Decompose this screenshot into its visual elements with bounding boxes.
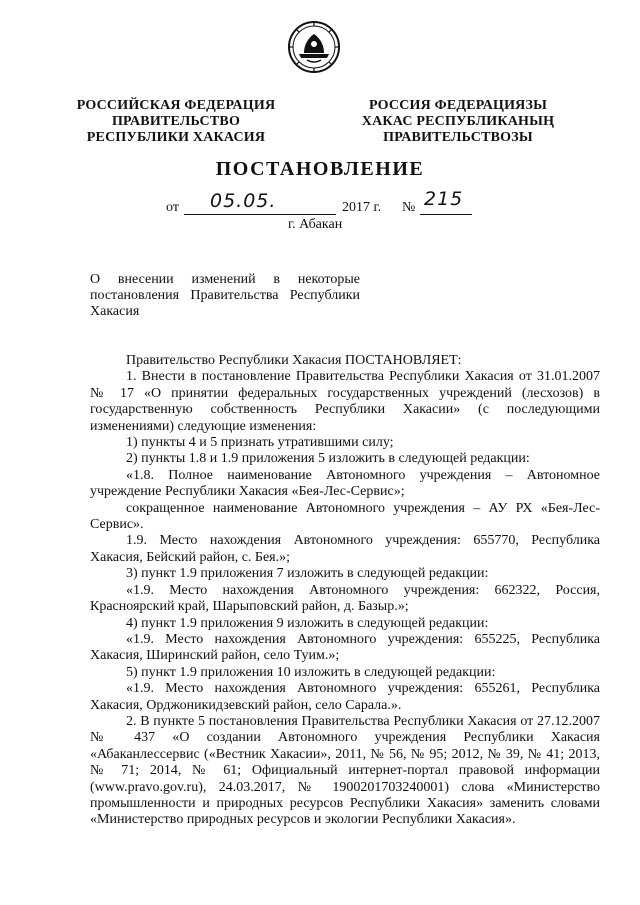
body-paragraph: «1.9. Место нахождения Автономного учреждения: 662322, Россия, Красноярский край, Шарыповский район, д. Базыр.»;: [90, 582, 600, 615]
body-paragraph: 2. В пункте 5 постановления Правительства Республики Хакасия от 27.12.2007 № 437 «О создании Автономного учреждения Республики Хакасия «Абаканлессервис («Вестник Хакасии», 2011, № 56, № 95; 2012, № 39, № 41; 2013, № 71; 2014, № 61; Официальный интернет-портал правовой информации (www.pravo.gov.ru), 24.03.2017, № 1900201703240001) слова «Министерство промышленности и природных ресурсов Республики Хакасия» заменить словами «Министерство природных ресурсов и экологии Республики Хакасия».: [90, 713, 600, 828]
header-right: [328, 98, 588, 146]
number-label: №: [402, 200, 416, 215]
body-paragraph: «1.9. Место нахождения Автономного учреждения: 655225, Республика Хакасия, Ширинский район, село Туим.»;: [90, 631, 600, 664]
body-paragraph: «1.9. Место нахождения Автономного учреждения: 655261, Республика Хакасия, Орджоникидзевский район, село Сарала.».: [90, 681, 600, 713]
document-title: ПОСТАНОВЛЕНИЕ: [215, 158, 425, 180]
body-paragraph: 1. Внести в постановление Правительства Республики Хакасия от 31.01.2007 № 17 «О принятии федеральных государственных учреждений (лесхозов) в государственную собственность Республики Хакасии» (с последующими изменениями) следующие изменения:: [90, 369, 600, 434]
date-underline: [184, 214, 336, 215]
header-left: [46, 98, 306, 146]
date-handwritten: 05.05.: [210, 190, 277, 212]
header-left-line-2: ПРАВИТЕЛЬСТВО: [111, 114, 241, 129]
document-subject: О внесении изменений в некоторые постановления Правительства Республики Хакасия: [90, 272, 360, 319]
khakassia-coat-of-arms-icon: [287, 20, 341, 74]
date-from-label: от: [166, 200, 179, 215]
city-label: г. Абакан: [288, 217, 343, 232]
header-right-line-2: ХАКАС РЕСПУБЛИКАНЫҢ: [361, 114, 555, 129]
number-underline: [420, 214, 472, 215]
body-paragraph: 5) пункт 1.9 приложения 10 изложить в следующей редакции:: [126, 664, 496, 680]
body-paragraph: 3) пункт 1.9 приложения 7 изложить в следующей редакции:: [126, 566, 489, 582]
body-paragraph: «1.8. Полное наименование Автономного учреждения – Автономное учреждение Республики Хакасия «Бея-Лес-Сервис»;: [90, 467, 600, 500]
body-paragraph: сокращенное наименование Автономного учреждения – АУ РХ «Бея-Лес-Сервис».: [90, 500, 600, 533]
body-paragraph: 1.9. Место нахождения Автономного учреждения: 655770, Республика Хакасия, Бейский район, с. Бея.»;: [90, 533, 600, 565]
year-label: 2017 г.: [342, 200, 382, 215]
body-paragraph: 1) пункты 4 и 5 признать утратившими силу;: [126, 435, 394, 451]
header-right-line-3: ПРАВИТЕЛЬСТВОЗЫ: [383, 130, 533, 145]
body-paragraph: Правительство Республики Хакасия ПОСТАНОВЛЯЕТ:: [126, 353, 462, 368]
number-handwritten: 215: [424, 188, 464, 210]
document-body: [90, 353, 600, 829]
header-left-line-1: РОССИЙСКАЯ ФЕДЕРАЦИЯ: [76, 98, 276, 113]
body-paragraph: 4) пункт 1.9 приложения 9 изложить в следующей редакции:: [126, 615, 489, 631]
header-left-line-3: РЕСПУБЛИКИ ХАКАСИЯ: [86, 130, 266, 145]
header-right-line-1: РОССИЯ ФЕДЕРАЦИЯЗЫ: [368, 98, 548, 113]
body-paragraph: 2) пункты 1.8 и 1.9 приложения 5 изложить в следующей редакции:: [126, 451, 530, 467]
